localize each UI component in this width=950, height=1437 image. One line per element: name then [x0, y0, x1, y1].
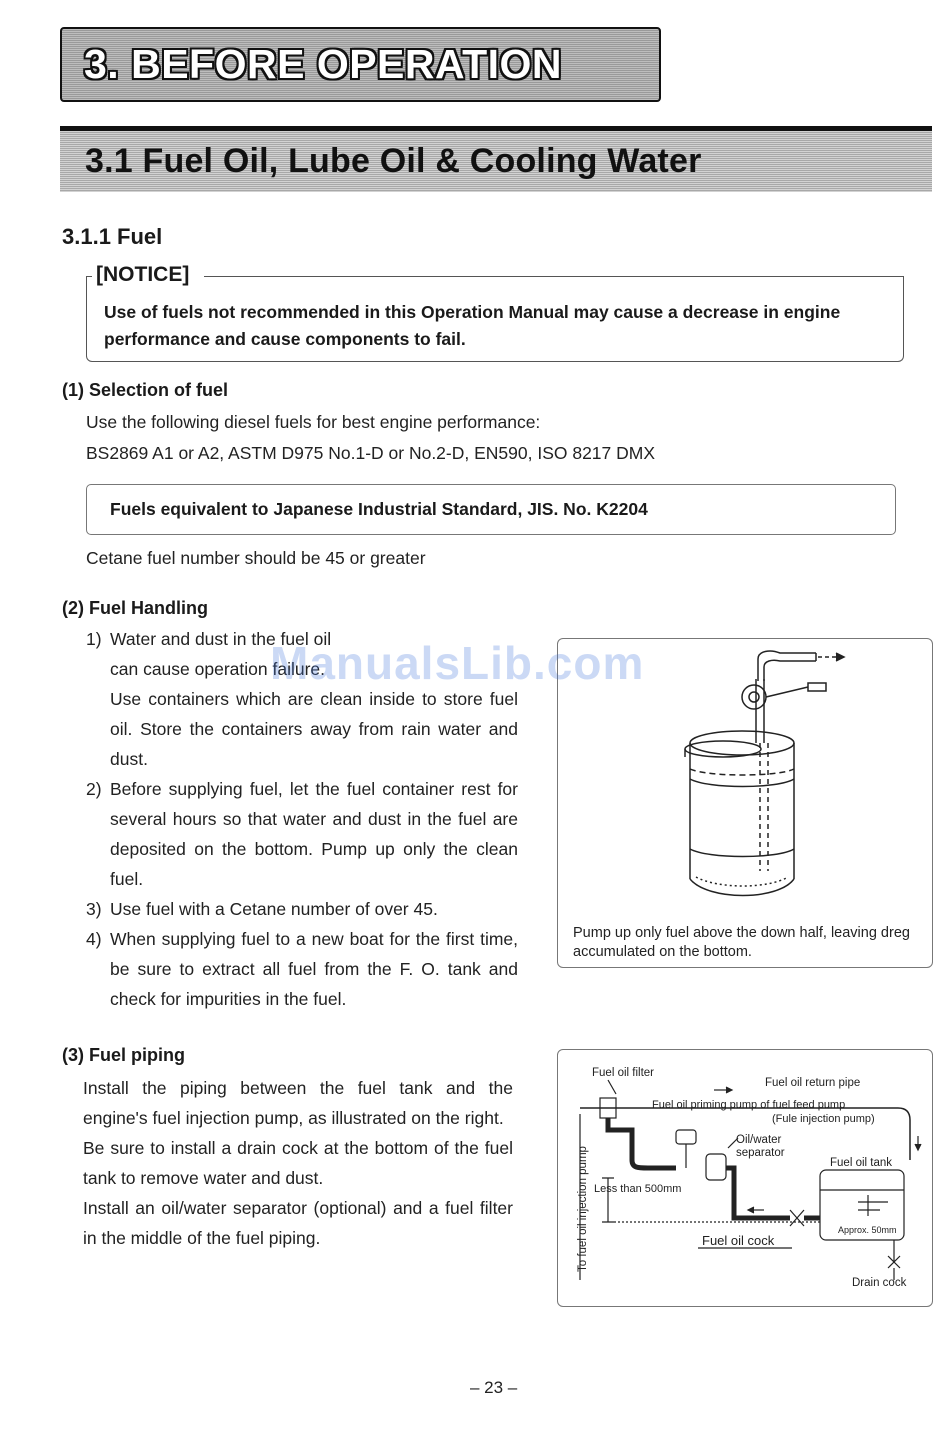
piping-paragraph: Be sure to install a drain cock at the bottom of the fuel tank to remove water and dust. [83, 1138, 513, 1188]
figure-caption: Pump up only fuel above the down half, leaving dreg accumulated on the bottom. [573, 925, 910, 960]
list-item [86, 774, 518, 894]
subsection-title: 3.1.1 Fuel [62, 224, 163, 249]
list-item [86, 924, 518, 1014]
section-banner [60, 126, 932, 192]
cetane-text: Cetane fuel number should be 45 or greater [86, 548, 426, 568]
label-fuel-tank: Fuel oil tank [830, 1157, 893, 1169]
list-text: Use fuel with a Cetane number of over 45. [110, 899, 438, 919]
label-to-pump: To fuel oil injection pump [577, 1146, 589, 1272]
watermark: ManualsLib.com [270, 637, 645, 689]
section-title: 3.1 Fuel Oil, Lube Oil & Cooling Water [85, 142, 702, 180]
piping-paragraph: Install the piping between the fuel tank and the engine's fuel injection pump, as illustrated on the right. [83, 1078, 513, 1128]
notice-divider [204, 276, 904, 277]
list-text-extra: Use containers which are clean inside to store fuel oil. Store the containers away from rain water and dust. [110, 689, 518, 769]
notice-label: [NOTICE] [92, 263, 193, 287]
list-text: Before supplying fuel, let the fuel container rest for several hours so that water and dust in the fuel are deposited on the bottom. Pump up only the clean fuel. [110, 779, 518, 889]
handling-heading: (2) Fuel Handling [62, 598, 208, 618]
label-separator-2: separator [736, 1147, 785, 1159]
selection-heading: (1) Selection of fuel [62, 380, 229, 400]
notice-text: Use of fuels not recommended in this Operation Manual may cause a decrease in engine performance and cause components to fail. [104, 302, 841, 349]
label-drain-cock: Drain cock [852, 1277, 907, 1289]
piping-paragraph: Install an oil/water separator (optional) and a fuel filter in the middle of the fuel piping. [83, 1198, 513, 1248]
piping-heading: (3) Fuel piping [62, 1045, 185, 1065]
list-item [86, 894, 518, 924]
list-number: 4) [86, 929, 102, 949]
list-number: 1) [86, 629, 102, 649]
list-number: 3) [86, 899, 102, 919]
label-injection-pump-note: (Fule injection pump) [772, 1113, 875, 1125]
label-approx: Approx. 50mm [838, 1225, 897, 1235]
page-number: – 23 – [470, 1378, 518, 1397]
fuel-piping-figure [557, 1049, 933, 1307]
label-priming-pump: Fuel oil priming pump of fuel feed pump [652, 1099, 846, 1111]
list-text: When supplying fuel to a new boat for the first time, be sure to extract all fuel from the F. O. tank and check for impurities in the fuel. [110, 929, 518, 1009]
label-separator-1: Oil/water [736, 1134, 782, 1146]
label-fuel-cock: Fuel oil cock [702, 1233, 775, 1248]
chapter-banner [60, 27, 661, 102]
label-less-than: Less than 500mm [594, 1183, 682, 1195]
label-return-pipe: Fuel oil return pipe [765, 1077, 861, 1089]
chapter-title: 3. BEFORE OPERATION [84, 41, 563, 87]
jis-text: Fuels equivalent to Japanese Industrial Standard, JIS. No. K2204 [110, 499, 648, 519]
selection-intro: Use the following diesel fuels for best engine performance: [86, 412, 541, 432]
list-number: 2) [86, 779, 102, 799]
piping-text [83, 1073, 513, 1253]
list-text: Water and dust in the fuel oil can cause operation failure. [110, 629, 332, 679]
jis-box [86, 484, 896, 535]
label-fuel-oil-filter: Fuel oil filter [592, 1067, 654, 1079]
fuel-piping-diagram [558, 1050, 934, 1308]
selection-standards: BS2869 A1 or A2, ASTM D975 No.1-D or No.2-D, EN590, ISO 8217 DMX [86, 443, 656, 463]
